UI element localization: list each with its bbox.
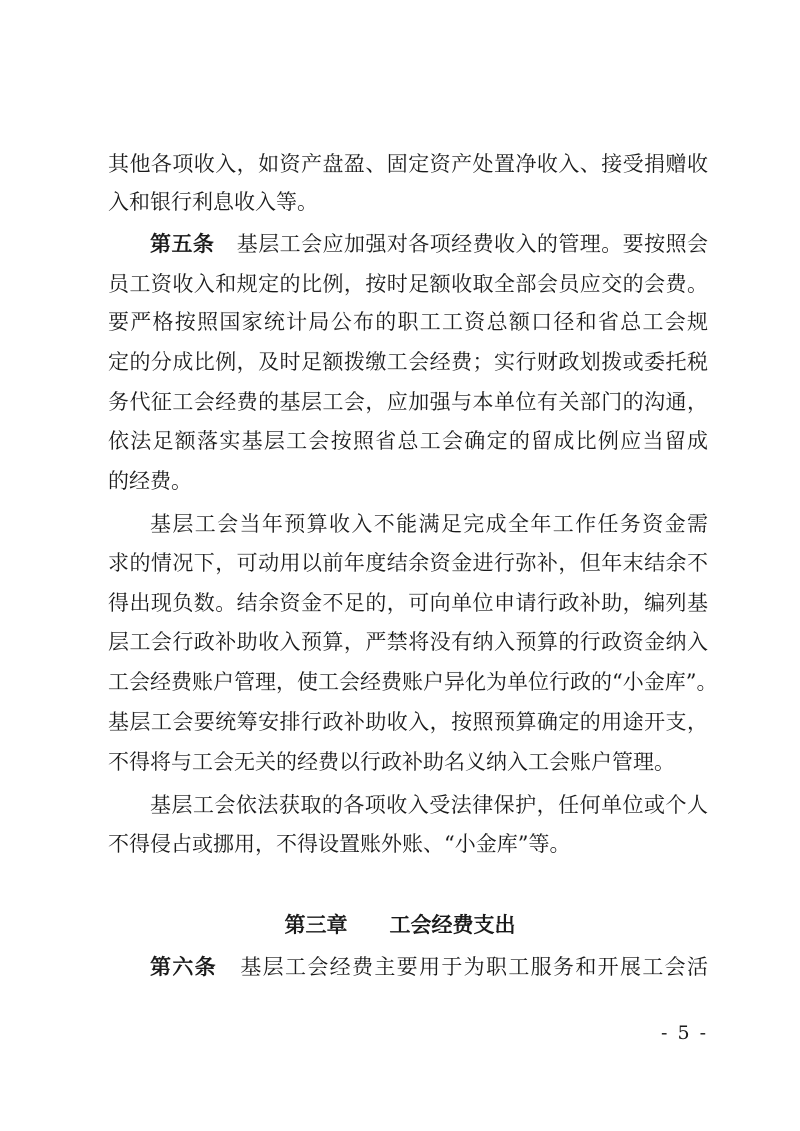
paragraph-line: 其他各项收入，如资产盘盈、固定资产处置净收入、接受捐赠收 bbox=[108, 152, 708, 176]
chapter-title: 工会经费支出 bbox=[389, 913, 516, 937]
chapter-number: 第三章 bbox=[284, 913, 348, 937]
paragraph-line: 定的分成比例，及时足额拨缴工会经费；实行财政划拨或委托税 bbox=[108, 350, 708, 374]
article-5-first-line bbox=[150, 232, 708, 258]
paragraph-line: 的经费。 bbox=[108, 469, 192, 493]
paragraph-line: 基层工会依法获取的各项收入受法律保护，任何单位或个人 bbox=[150, 793, 708, 817]
paragraph-line: 层工会行政补助收入预算，严禁将没有纳入预算的行政资金纳入 bbox=[108, 630, 708, 654]
paragraph-line: 员工资收入和规定的比例，按时足额收取全部会员应交的会费。 bbox=[108, 272, 708, 296]
paragraph-line: 基层工会要统筹安排行政补助收入，按照预算确定的用途开支， bbox=[108, 710, 708, 734]
paragraph-line: 基层工会当年预算收入不能满足完成全年工作任务资金需 bbox=[150, 512, 708, 536]
article-6-first-line bbox=[150, 955, 708, 981]
paragraph-line: 不得侵占或挪用，不得设置账外账、“小金库”等。 bbox=[108, 832, 571, 856]
chapter-heading bbox=[0, 913, 800, 937]
article-5-label: 第五条 bbox=[150, 232, 215, 256]
paragraph-line: 依法足额落实基层工会按照省总工会确定的留成比例应当留成 bbox=[108, 429, 708, 453]
paragraph-line: 务代征工会经费的基层工会，应加强与本单位有关部门的沟通， bbox=[108, 390, 708, 414]
paragraph-line: 工会经费账户管理，使工会经费账户异化为单位行政的“小金库”。 bbox=[108, 670, 718, 694]
paragraph-line: 求的情况下，可动用以前年度结余资金进行弥补，但年末结余不 bbox=[108, 551, 708, 575]
paragraph-line: 得出现负数。结余资金不足的，可向单位申请行政补助，编列基 bbox=[108, 591, 708, 615]
paragraph-line: 不得将与工会无关的经费以行政补助名义纳入工会账户管理。 bbox=[108, 750, 675, 774]
paragraph-line: 入和银行利息收入等。 bbox=[108, 190, 318, 214]
paragraph-line: 基层工会经费主要用于为职工服务和开展工会活 bbox=[239, 955, 708, 979]
page-number: - 5 - bbox=[660, 1022, 708, 1044]
paragraph-line: 基层工会应加强对各项经费收入的管理。要按照会 bbox=[236, 232, 709, 256]
paragraph-line: 要严格按照国家统计局公布的职工工资总额口径和省总工会规 bbox=[108, 310, 708, 334]
article-6-label: 第六条 bbox=[150, 955, 217, 979]
